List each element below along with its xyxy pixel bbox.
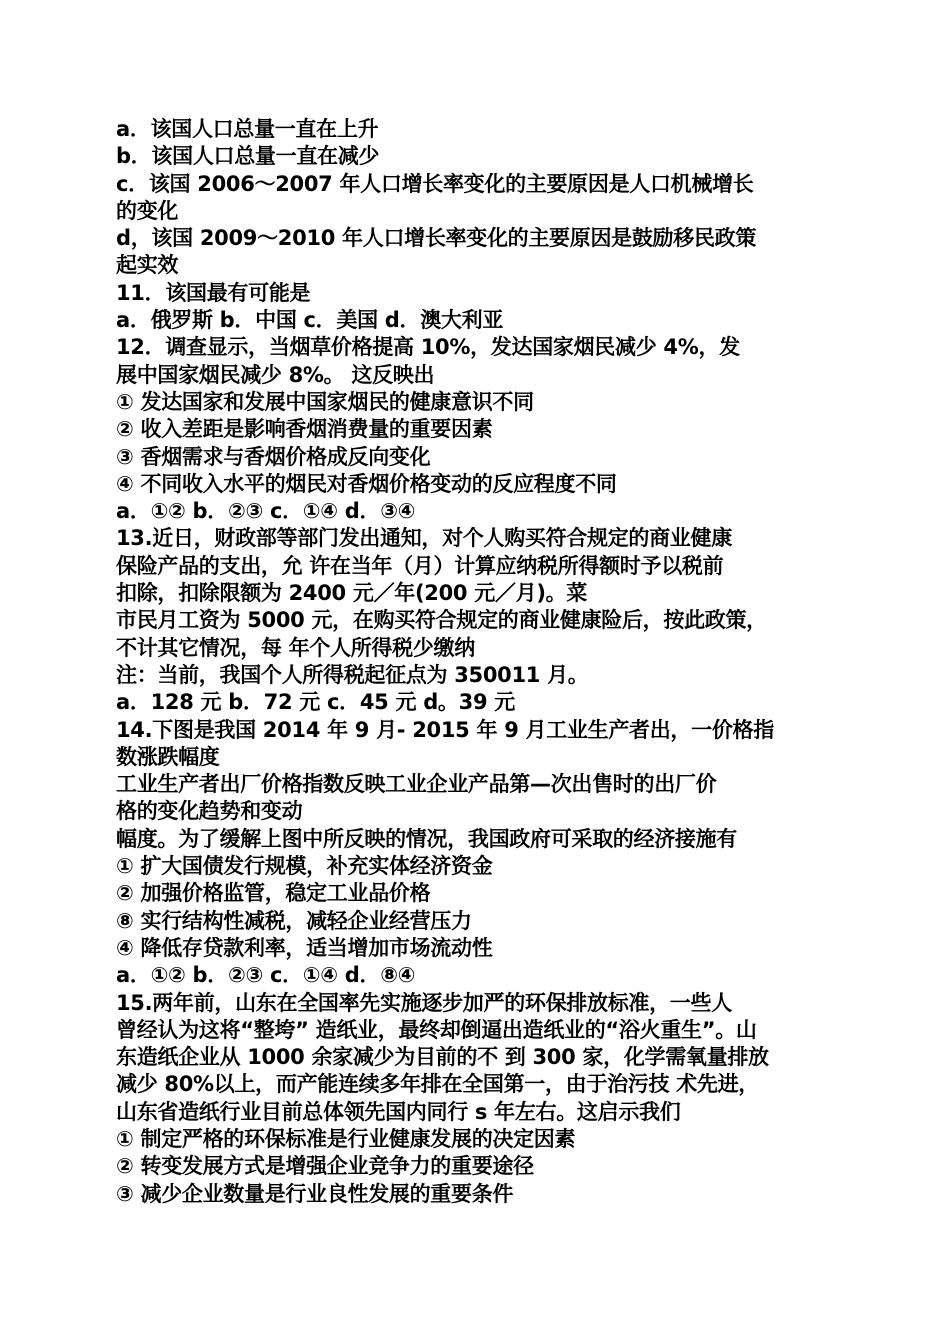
text-line: ④ 不同收入水平的烟民对香烟价格变动的反应程度不同 [116,471,617,496]
text-line: 13.近日，财政部等部门发出通知，对个人购买符合规定的商业健康 [116,526,732,551]
text-line: 东造纸企业从 1000 余家减少为目前的不 到 300 家，化学需氧量排放 [116,1045,769,1070]
text-line: ② 收入差距是影响香烟消费量的重要因素 [116,417,493,442]
text-line: c．该国 2006～2007 年人口增长率变化的主要原因是人口机械增长 [116,171,754,196]
text-line: d，该国 2009～2010 年人口增长率变化的主要原因是鼓励移民政策 [116,226,757,251]
text-line: a．128 元 b．72 元 c．45 元 d。39 元 [116,690,515,715]
text-line: 不计其它情况，每 年个人所得税少缴纳 [116,635,475,660]
text-line: ② 加强价格监管，稳定工业品价格 [116,881,431,906]
text-line: 保险产品的支出，允 许在当年（月）计算应纳税所得额时予以税前 [116,553,724,578]
text-line: ④ 降低存贷款利率，适当增加市场流动性 [116,935,493,960]
text-line: a．①② b．②③ c．①④ d．⑧④ [116,963,416,988]
text-line: 曾经认为这将“整垮” 造纸业，最终却倒逼出造纸业的“浴火重生”。山 [116,1017,757,1042]
document-body [116,116,842,1208]
text-line: a．该国人口总量一直在上升 [116,117,379,141]
text-line: 15.两年前，山东在全国率先实施逐步加严的环保排放标准，一些人 [116,990,732,1015]
text-line: ② 转变发展方式是增强企业竞争力的重要途径 [116,1154,534,1179]
text-line: 市民月工资为 5000 元，在购买符合规定的商业健康险后，按此政策， [116,608,767,633]
text-line: b．该国人口总量一直在减少 [116,144,380,169]
text-line: 扣除，扣除限额为 2400 元／年(200 元／月)。菜 [116,581,588,606]
text-line: 工业生产者出厂价格指数反映工业企业产品第—次出售时的出厂价 [116,772,717,797]
text-line: ③ 香烟需求与香烟价格成反向变化 [116,444,431,469]
text-line: ① 扩大国债发行规模，补充实体经济资金 [116,854,493,879]
text-line: 幅度。为了缓解上图中所反映的情况，我国政府可采取的经济接施有 [116,826,737,851]
text-line: 的变化 [116,198,179,223]
text-line: 起实效 [116,253,179,278]
text-line: ① 发达国家和发展中国家烟民的健康意识不同 [116,389,534,414]
text-line: a．①② b．②③ c．①④ d．③④ [116,499,416,524]
text-line: 12．调查显示，当烟草价格提高 10%，发达国家烟民减少 4%，发 [116,335,740,360]
text-line: a．俄罗斯 b．中国 c．美国 d．澳大利亚 [116,308,504,333]
text-line: 减少 80%以上，而产能连续多年排在全国第一，由于治污技 术先进， [116,1072,759,1097]
text-line: 注：当前，我国个人所得税起征点为 350011 月。 [116,662,589,687]
text-line: 格的变化趋势和变动 [116,799,303,824]
text-line: ③ 减少企业数量是行业良性发展的重要条件 [116,1181,514,1206]
text-line: 11．该国最有可能是 [116,280,311,305]
text-line: ⑧ 实行结构性减税，减轻企业经营压力 [116,908,472,933]
text-line: 14.下图是我国 2014 年 9 月- 2015 年 9 月工业生产者出，一价格指 [116,717,774,742]
text-line: 展中国家烟民减少 8%。 这反映出 [116,362,435,387]
text-line: 山东省造纸行业目前总体领先国内同行 s 年左右。这启示我们 [116,1099,681,1124]
text-line: 数涨跌幅度 [116,744,220,769]
text-line: ① 制定严格的环保标准是行业健康发展的决定因素 [116,1126,576,1151]
